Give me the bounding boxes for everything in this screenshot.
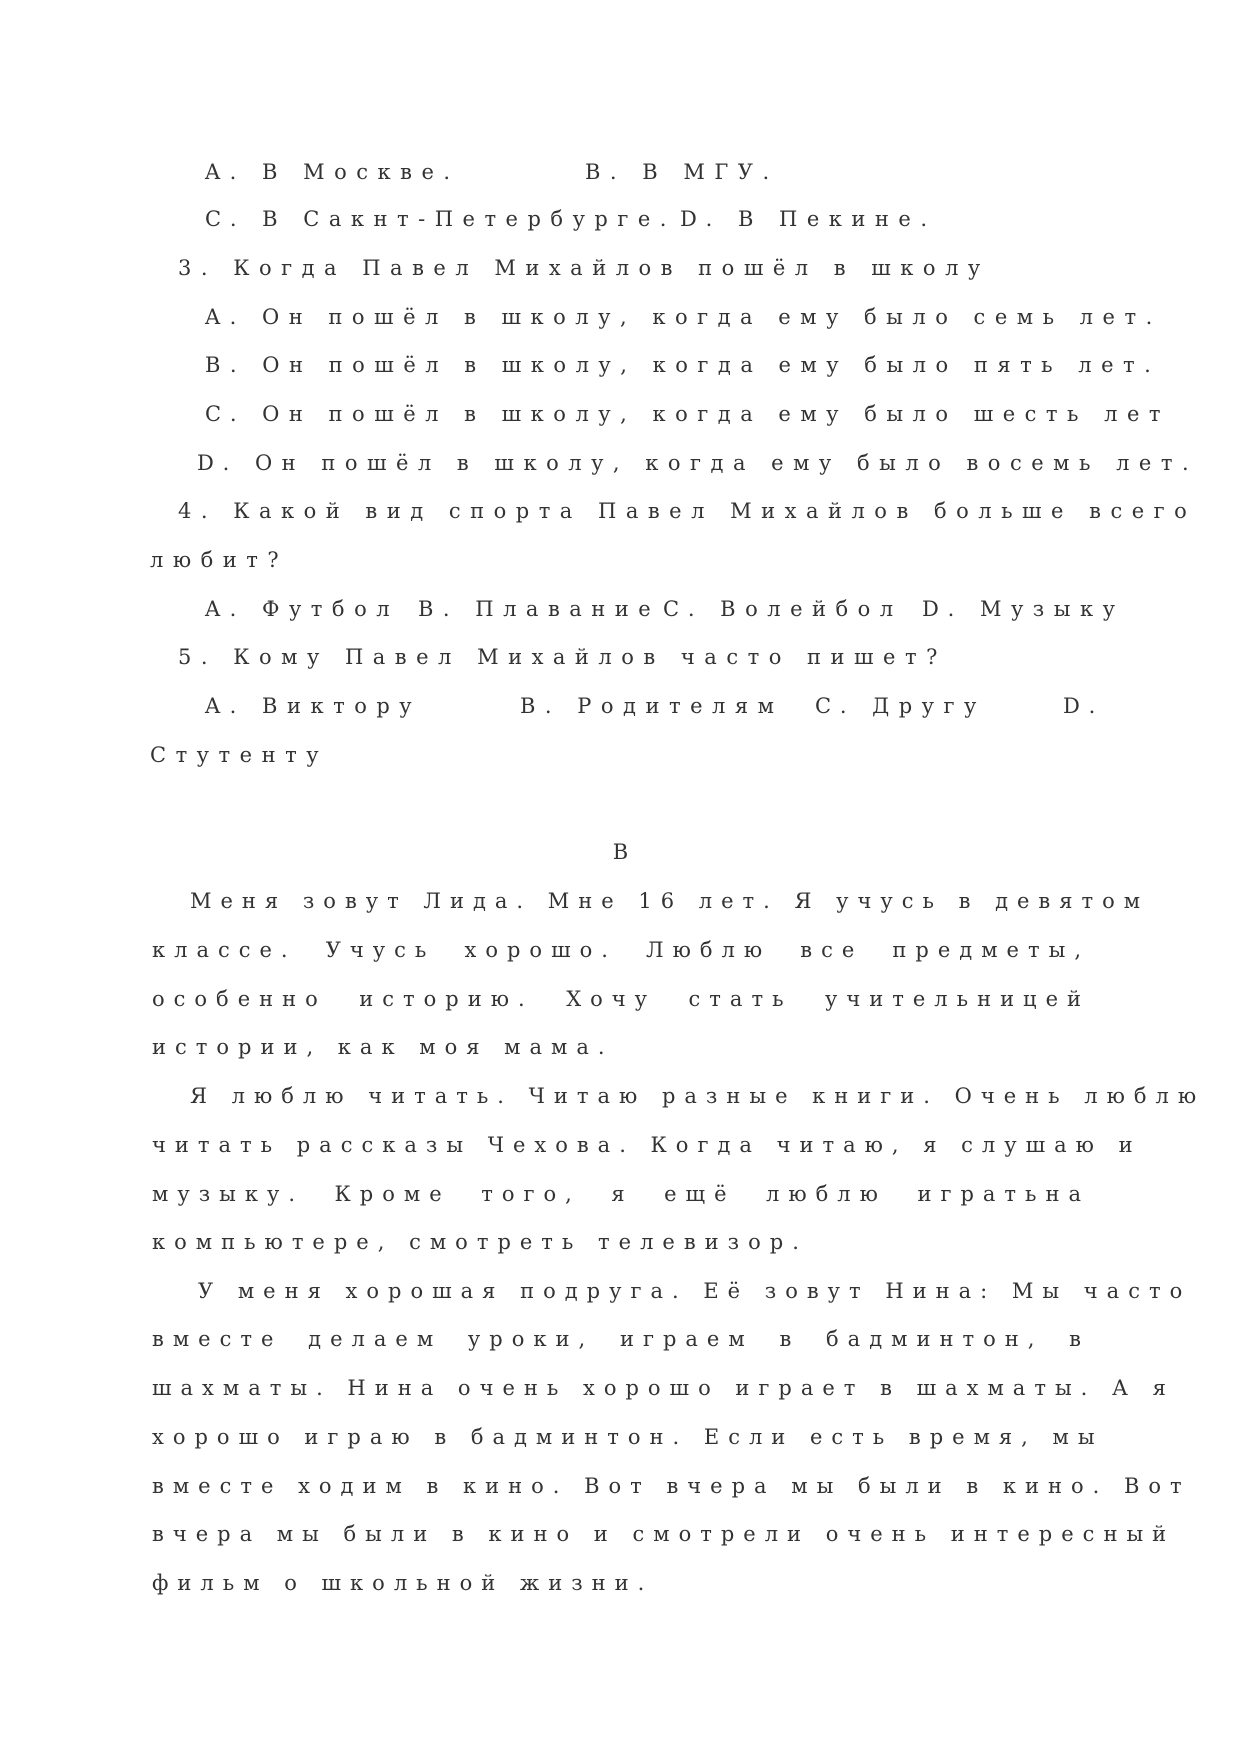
q2-option-b: B. В МГУ. <box>585 160 779 184</box>
q4-option-b: B. Плавание <box>418 597 661 621</box>
paragraph-1-line-2: классе. Учусь хорошо. Люблю все предметы, <box>152 938 1090 962</box>
paragraph-3-line-7: фильм о школьной жизни. <box>152 1571 654 1595</box>
paragraph-3-line-4: хорошо играю в бадминтон. Если есть время, мы <box>152 1425 1104 1449</box>
paragraph-1-line-1: Меня зовут Лида. Мне 16 лет. Я учусь в девятом <box>190 889 1150 913</box>
q4-question-line2: любит? <box>150 548 289 572</box>
q5-option-b: B. Родителям <box>520 694 784 718</box>
q4-option-a: A. Футбол <box>205 597 400 621</box>
paragraph-1-line-4: истории, как моя мама. <box>152 1035 614 1059</box>
q5-option-c: C. Другу <box>815 694 986 718</box>
q5-option-a: A. Виктору <box>205 694 422 718</box>
q2-option-c: C. В Сакнт-Петербурге. <box>205 207 676 231</box>
q5-question: 5. Кому Павел Михайлов часто пишет? <box>178 645 947 669</box>
q3-option-b: B. Он пошёл в школу, когда ему было пять лет. <box>205 353 1161 377</box>
paragraph-1-line-3: особенно историю. Хочу стать учительницей <box>152 987 1090 1011</box>
q3-question: 3. Когда Павел Михайлов пошёл в школу <box>178 256 990 280</box>
paragraph-3-line-5: вместе ходим в кино. Вот вчера мы были в кино. Вот <box>152 1474 1191 1498</box>
paragraph-2-line-4: компьютере, смотреть телевизор. <box>152 1230 808 1254</box>
q5-option-d-continued: Стутенту <box>150 743 329 767</box>
paragraph-3-line-3: шахматы. Нина очень хорошо играет в шахматы. А я <box>152 1376 1175 1400</box>
q3-option-d: D. Он пошёл в школу, когда ему было восемь лет. <box>197 451 1199 475</box>
q3-option-c: C. Он пошёл в школу, когда ему было шесть лет <box>205 402 1171 426</box>
paragraph-2-line-1: Я люблю читать. Читаю разные книги. Очень люблю <box>190 1084 1206 1108</box>
paragraph-3-line-1: У меня хорошая подруга. Её зовут Нина: Мы часто <box>198 1279 1192 1303</box>
q4-option-d: D. Музыку <box>922 597 1125 621</box>
section-heading: B <box>612 840 629 864</box>
paragraph-2-line-3: музыку. Кроме того, я ещё люблю игратьна <box>152 1182 1090 1206</box>
q4-option-c: C. Волейбол <box>663 597 903 621</box>
q3-option-a: A. Он пошёл в школу, когда ему было семь лет. <box>205 305 1162 329</box>
q4-question-line1: 4. Какой вид спорта Павел Михайлов больше всего <box>178 499 1197 523</box>
q2-option-d: D. В Пекине. <box>680 207 937 231</box>
paragraph-3-line-6: вчера мы были в кино и смотрели очень интересный <box>152 1522 1176 1546</box>
q2-option-a: A. В Москве. <box>205 160 460 184</box>
q5-option-d: D. <box>1063 694 1105 718</box>
paragraph-2-line-2: читать рассказы Чехова. Когда читаю, я слушаю и <box>152 1133 1142 1157</box>
paragraph-3-line-2: вместе делаем уроки, играем в бадминтон, в <box>152 1327 1090 1351</box>
